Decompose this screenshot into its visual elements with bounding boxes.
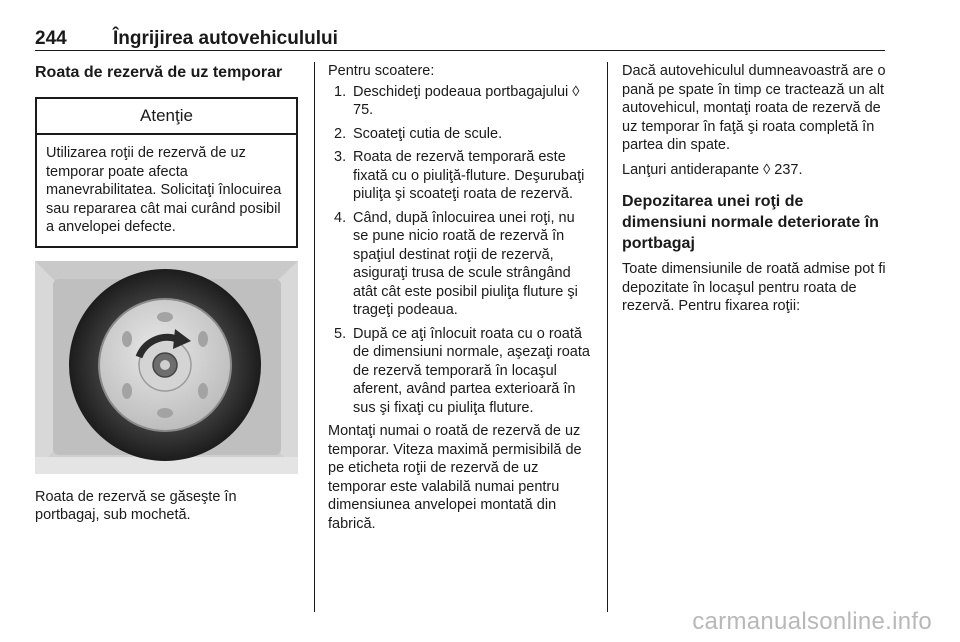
figure-caption: Roata de rezervă se găseşte în portbagaj, sub mochetă. bbox=[35, 488, 237, 523]
column-divider-2 bbox=[607, 62, 608, 612]
warning-text: Utilizarea roţii de rezervă de uz temporar poate afecta manevrabilitatea. Solicitaţi înlocuirea sau repararea cât mai curând posibil a anvelopei defecte. bbox=[46, 145, 282, 235]
page-header bbox=[35, 28, 885, 50]
step-text: Roata de rezervă temporară este fixată cu o piuliţă-fluture. Deşurubaţi piuliţa şi scoateţi roata de rezervă. bbox=[353, 149, 585, 202]
warning-box bbox=[35, 97, 298, 248]
chapter-title: Îngrijirea autovehiculului bbox=[113, 28, 338, 49]
step-number: 5. bbox=[334, 325, 347, 342]
step-text: După ce aţi înlocuit roata cu o roată de dimensiuni normale, aşezaţi roata de rezervă temporară în locaşul aferent, având partea exterioară în sus şi fixaţi cu piuliţa fluture. bbox=[353, 325, 590, 416]
step-item bbox=[328, 325, 593, 418]
step-item bbox=[328, 83, 593, 120]
step-item bbox=[328, 209, 593, 320]
column-divider-1 bbox=[314, 62, 315, 612]
step-item bbox=[328, 148, 593, 204]
storage-paragraph: Toate dimensiunile de roată admise pot fi depozitate în locaşul pentru roata de rezervă. Pentru fixarea roţii: bbox=[622, 261, 886, 314]
step-number: 4. bbox=[334, 209, 347, 226]
watermark: carmanualsonline.info bbox=[692, 608, 932, 635]
steps-intro: Pentru scoatere: bbox=[328, 63, 435, 79]
step-number: 2. bbox=[334, 125, 347, 142]
spare-wheel-figure bbox=[35, 261, 298, 474]
header-rule bbox=[35, 50, 885, 51]
spare-wheel-illustration bbox=[35, 261, 298, 474]
step-text: Scoateţi cutia de scule. bbox=[353, 125, 503, 142]
removal-steps bbox=[328, 83, 593, 418]
column-3 bbox=[622, 62, 890, 316]
snow-chains-reference: Lanţuri antiderapante ◊ 237. bbox=[622, 161, 803, 178]
step-text: Deschideţi podeaua portbagajului ◊ 75. bbox=[353, 83, 580, 118]
step-item bbox=[328, 125, 593, 144]
section-title: Roata de rezervă de uz temporar bbox=[35, 64, 283, 81]
speed-paragraph: Montaţi numai o roată de rezervă de uz temporar. Viteza maximă permisibilă de pe eticheta roţii de rezervă de uz temporar este valabilă numai pentru dimensiunea anvelopei montată din fabrică. bbox=[328, 423, 582, 532]
storage-subheading: Depozitarea unei roţi de dimensiuni normale deteriorate în portbagaj bbox=[622, 193, 879, 252]
warning-heading: Atenţie bbox=[37, 99, 296, 135]
step-number: 3. bbox=[334, 149, 347, 165]
step-text: Când, după înlocuirea unei roţi, nu se pune nicio roată de rezervă în spaţiul destinat roţii de rezervă, asiguraţi trusa de scule strângând atât cât este posibil piuliţa fluture şi trageţi podeaua. bbox=[353, 209, 578, 318]
column-2 bbox=[328, 62, 593, 533]
step-number: 1. bbox=[334, 83, 347, 100]
column-1 bbox=[35, 62, 300, 525]
page-number: 244 bbox=[35, 28, 67, 49]
towing-paragraph: Dacă autovehiculul dumneavoastră are o pană pe spate în timp ce tractează un alt autovehicul, montaţi roata de rezervă de uz temporar în faţă şi roata completă în partea din spate. bbox=[622, 63, 886, 153]
